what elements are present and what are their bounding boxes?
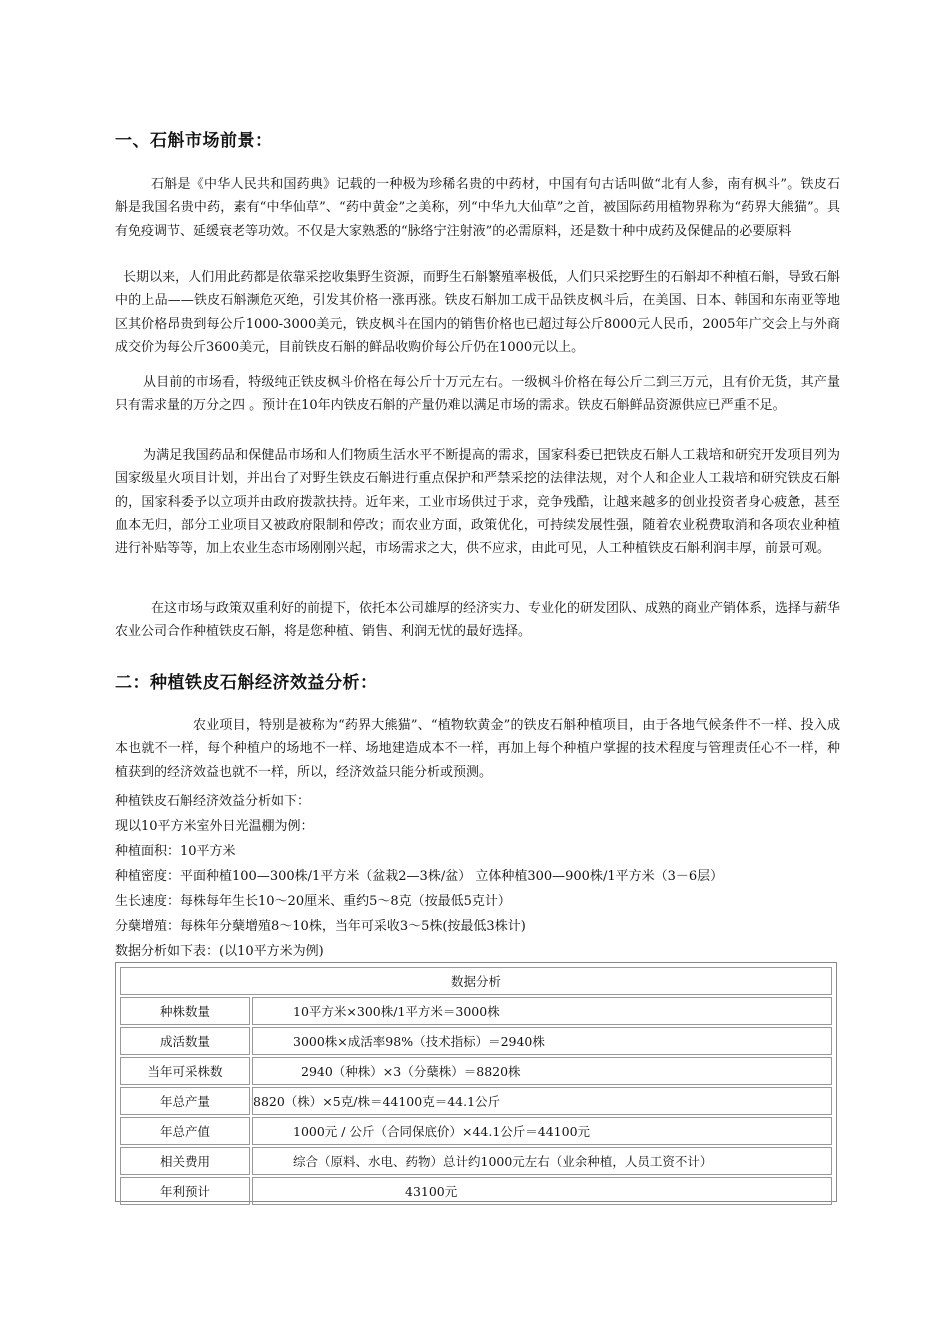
table-row-value: 2940（种株）×3（分蘖株）＝8820株 xyxy=(252,1057,832,1085)
table-row xyxy=(120,1147,832,1175)
table-row-value: 10平方米×300株/1平方米＝3000株 xyxy=(252,997,832,1025)
table-row-label: 成活数量 xyxy=(120,1027,250,1055)
table-row xyxy=(120,1177,832,1205)
table-row xyxy=(120,1087,832,1115)
section-heading-market: 一、石斛市场前景： xyxy=(115,131,273,151)
text-line: 数据分析如下表：(以10平方米为例) xyxy=(115,944,324,959)
table-row xyxy=(120,1117,832,1145)
text-line: 分蘖增殖：每株年分蘖增殖8～10株，当年可采收3～5株(按最低3株计) xyxy=(115,919,526,934)
table-row xyxy=(120,1057,832,1085)
table-row-label: 相关费用 xyxy=(120,1147,250,1175)
text-line: 生长速度：每株每年生长10～20厘米、重约5～8克（按最低5克计） xyxy=(115,894,511,909)
table-row-value: 3000株×成活率98%（技术指标）＝2940株 xyxy=(252,1027,832,1055)
table-title: 数据分析 xyxy=(120,967,832,995)
paragraph-history: 长期以来，人们用此药都是依靠采挖收集野生资源，而野生石斛繁殖率极低，人们只采挖野生的石斛却不种植石斛，导致石斛中的上品——铁皮石斛濒危灭绝，引发其价格一涨再涨。铁皮石斛加工成干品铁皮枫斗后，在美国、日本、韩国和东南亚等地区其价格昂贵到每公斤1000-3000美元，铁皮枫斗在国内的销售价格也已超过每公斤8000元人民币，2005年广交会上与外商成交价为每公斤3600美元，目前铁皮石斛的鲜品收购价每公斤仍在1000元以上。 xyxy=(115,270,840,355)
text-line: 现以10平方米室外日光温棚为例： xyxy=(115,819,314,834)
table-row-label: 年总产值 xyxy=(120,1117,250,1145)
table-row-value: 8820（株）×5克/株＝44100克＝44.1公斤 xyxy=(252,1087,832,1115)
text-line: 种植铁皮石斛经济效益分析如下： xyxy=(115,794,311,809)
paragraph-benefit-intro: 农业项目，特别是被称为“药界大熊猫”、“植物软黄金”的铁皮石斛种植项目，由于各地气候条件不一样、投入成本也就不一样，每个种植户的场地不一样、场地建造成本不一样，再加上每个种植户掌握的技术程度与管理责任心不一样，种植获到的经济效益也就不一样，所以，经济效益只能分析或预测。 xyxy=(115,718,840,780)
table-row-label: 年总产量 xyxy=(120,1087,250,1115)
table-header-row xyxy=(120,967,832,995)
table-row-value: 43100元 xyxy=(252,1177,832,1205)
section-heading-benefit: 二：种植铁皮石斛经济效益分析： xyxy=(115,673,378,693)
paragraph-policy: 为满足我国药品和保健品市场和人们物质生活水平不断提高的需求，国家科委已把铁皮石斛人工栽培和研究开发项目列为国家级星火项目计划，并出台了对野生铁皮石斛进行重点保护和严禁采挖的法律法规，对个人和企业人工栽培和研究铁皮石斛的，国家科委予以立项并由政府拨款扶持。近年来，工业市场供过于求，竞争残酷，让越来越多的创业投资者身心疲惫，甚至血本无归，部分工业项目又被政府限制和停改；而农业方面，政策优化，可持续发展性强，随着农业税费取消和各项农业种植进行补贴等等，加上农业生态市场刚刚兴起，市场需求之大，供不应求，由此可见，人工种植铁皮石斛利润丰厚，前景可观。 xyxy=(115,448,840,557)
table-row-label: 种株数量 xyxy=(120,997,250,1025)
table-row-value: 综合（原料、水电、药物）总计约1000元左右（业余种植，人员工资不计） xyxy=(252,1147,832,1175)
text-line: 种植面积：10平方米 xyxy=(115,844,236,859)
text-line: 种植密度：平面种植100—300株/1平方米（盆栽2—3株/盆） 立体种植300—900株/1平方米（3－6层） xyxy=(115,869,724,884)
paragraph-cooperation: 在这市场与政策双重利好的前提下，依托本公司雄厚的经济实力、专业化的研发团队、成熟的商业产销体系，选择与薪华农业公司合作种植铁皮石斛，将是您种植、销售、利润无忧的最好选择。 xyxy=(115,601,841,640)
table-row-label: 当年可采株数 xyxy=(120,1057,250,1085)
table-row xyxy=(120,997,832,1025)
table-row xyxy=(120,1027,832,1055)
table-row-value: 1000元 / 公斤（合同保底价）×44.1公斤＝44100元 xyxy=(252,1117,832,1145)
table-row-label: 年利预计 xyxy=(120,1177,250,1205)
paragraph-intro: 石斛是《中华人民共和国药典》记载的一种极为珍稀名贵的中药材，中国有句古话叫做“北有人参，南有枫斗”。铁皮石斛是我国名贵中药，素有“中华仙草”、“药中黄金”之美称，列“中华九大仙草”之首，被国际药用植物界称为“药界大熊猫”。具有免疫调节、延缓衰老等功效。不仅是大家熟悉的“脉络宁注射液”的必需原料，还是数十种中成药及保健品的必要原料 xyxy=(115,177,840,239)
data-analysis-table xyxy=(115,962,837,1202)
paragraph-market-price: 从目前的市场看，特级纯正铁皮枫斗价格在每公斤十万元左右。一级枫斗价格在每公斤二到三万元，且有价无货，其产量只有需求量的万分之四 。预计在10年内铁皮石斛的产量仍难以满足市场的需求。铁皮石斛鲜品资源供应已严重不足。 xyxy=(115,375,840,414)
